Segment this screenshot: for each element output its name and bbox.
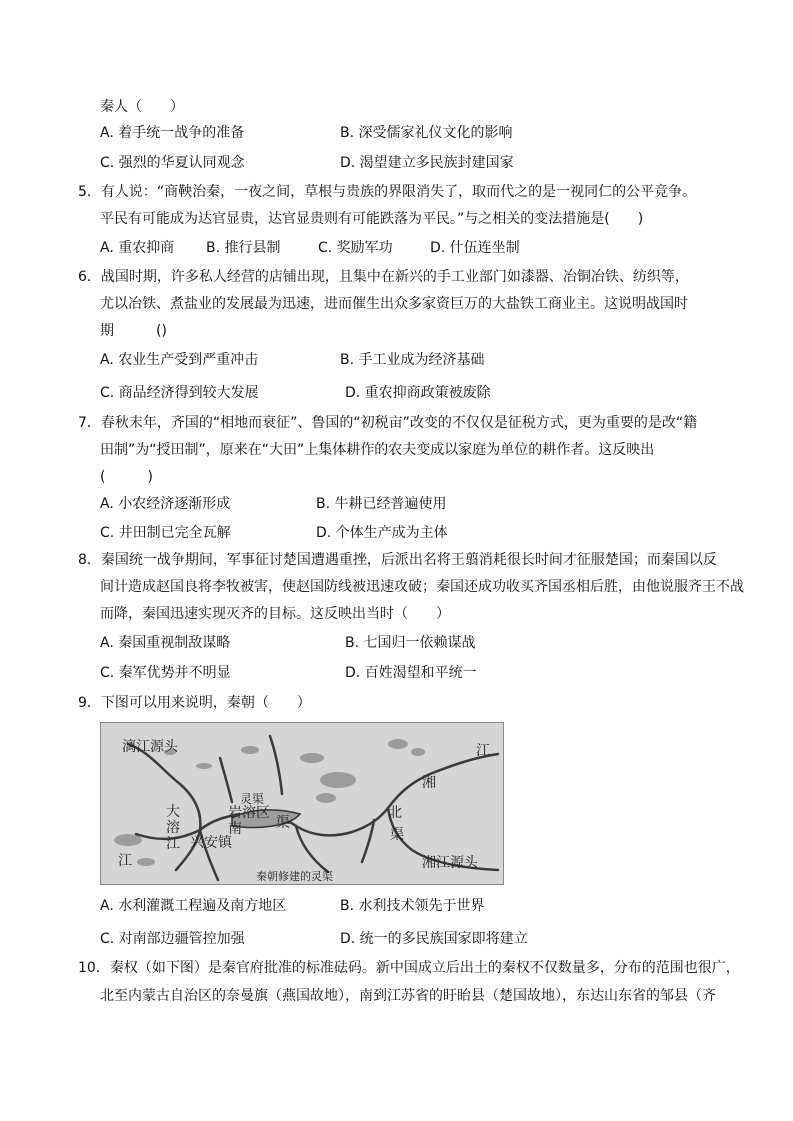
q5-option-a[interactable]: A. 重农抑商 [100,240,175,256]
q7-stem-line-1: 7．春秋末年，齐国的“相地而衰征”、鲁国的“初税亩”改变的不仅仅是征税方式，更为重要的是改“籍 [78,415,698,431]
map-label-qu-south: 渠 [276,815,290,831]
q7-stem-line-2: 田制”为“授田制”，原来在“大田”上集体耕作的农夫变成以家庭为单位的耕作者。这反映出 [100,442,655,458]
map-label-nan: 南 [228,821,242,837]
q10-stem-line-2: 北至内蒙古自治区的奈曼旗（燕国故地），南到江苏省的盱眙县（楚国故地），东达山东省的邹县（齐 [100,988,716,1004]
q7-option-a[interactable]: A. 小农经济逐渐形成 [100,496,231,512]
q4-option-b[interactable]: B. 深受儒家礼仪文化的影响 [340,125,513,141]
q5-stem-line-1: 5．有人说：“商鞅治秦，一夜之间，草根与贵族的界限消失了，取而代之的是一视同仁的公平竞争。 [78,184,697,200]
map-label-xingan-town: 兴安镇 [190,835,232,851]
map-label-qu-north: 渠 [390,827,404,843]
map-label-jiang-bottom: 江 [118,853,132,869]
q6-option-b[interactable]: B. 手工业成为经济基础 [340,352,485,368]
q7-option-b[interactable]: B. 牛耕已经普遍使用 [316,496,447,512]
q7-option-d[interactable]: D. 个体生产成为主体 [316,525,448,541]
q6-option-d[interactable]: D. 重农抑商政策被废除 [345,385,491,401]
q4-option-c[interactable]: C. 强烈的华夏认同观念 [100,155,245,171]
q8-option-b[interactable]: B. 七国归一依赖谋战 [345,635,476,651]
q5-stem-line-2: 平民有可能成为达官显贵，达官显贵则有可能跌落为平民。”与之相关的变法措施是( ) [100,211,644,227]
q6-stem-line-1: 6．战国时期，许多私人经营的店铺出现，且集中在新兴的手工业部门如漆器、冶铜冶铁、纺织等， [78,269,689,285]
q9-option-b[interactable]: B. 水利技术领先于世界 [340,898,485,914]
q7-option-c[interactable]: C. 井田制已完全瓦解 [100,525,231,541]
q9-stem: 9．下图可以用来说明，秦朝（ ） [78,695,311,711]
q4-tail: 秦人（ ） [100,99,184,115]
q5-option-d[interactable]: D. 什伍连坐制 [430,240,520,256]
q6-option-a[interactable]: A. 农业生产受到严重冲击 [100,352,259,368]
q4-option-d[interactable]: D. 渴望建立多民族封建国家 [340,155,514,171]
q9-option-a[interactable]: A. 水利灌溉工程遍及南方地区 [100,898,287,914]
q8-option-c[interactable]: C. 秦军优势并不明显 [100,665,231,681]
q5-option-c[interactable]: C. 奖励军功 [318,240,393,256]
q9-option-c[interactable]: C. 对南部边疆管控加强 [100,931,245,947]
map-caption: 秦朝修建的灵渠 [256,870,333,883]
q10-stem-line-1: 10．秦权（如下图）是秦官府批准的标准砝码。新中国成立后出土的秦权不仅数量多，分布的范围也很广， [78,960,740,976]
map-label-karst-area: 岩溶区 [228,805,270,821]
q8-option-a[interactable]: A. 秦国重视制敌谋略 [100,635,231,651]
map-label-jiang-top: 江 [476,743,490,759]
q6-stem-line-2: 尤以冶铁、煮盐业的发展最为迅速，进而催生出众多家资巨万的大盐铁工商业主。这说明战国时 [100,296,688,312]
q9-option-d[interactable]: D. 统一的多民族国家即将建立 [340,931,528,947]
q8-stem-line-3: 而降，秦国迅速实现灭齐的目标。这反映出当时（ ） [100,606,450,622]
map-label-lijiang-source: 漓江源头 [122,739,178,755]
map-label-xiangjiang-source: 湘江源头 [422,855,478,871]
map-label-xiang: 湘 [422,775,436,791]
q8-option-d[interactable]: D. 百姓渴望和平统一 [345,665,477,681]
lingqu-map [100,722,504,885]
q6-stem-line-3: 期 () [100,323,167,339]
q7-stem-line-3: ( ) [100,469,153,485]
q5-option-b[interactable]: B. 推行县制 [206,240,281,256]
q6-option-c[interactable]: C. 商品经济得到较大发展 [100,385,259,401]
map-label-lingqu: 灵渠 [240,792,265,806]
map-label-darongjiang: 大溶江 [166,804,180,852]
q4-option-a[interactable]: A. 着手统一战争的准备 [100,125,245,141]
q8-stem-line-2: 间计造成赵国良将李牧被害，使赵国防线被迅速攻破；秦国还成功收买齐国丞相后胜，由他说服齐王不战 [100,579,744,595]
map-label-bei: 北 [388,805,402,821]
q8-stem-line-1: 8．秦国统一战争期间，军事征讨楚国遭遇重挫，后派出名将王翦消耗很长时间才征服楚国；而秦国以反 [78,552,717,568]
